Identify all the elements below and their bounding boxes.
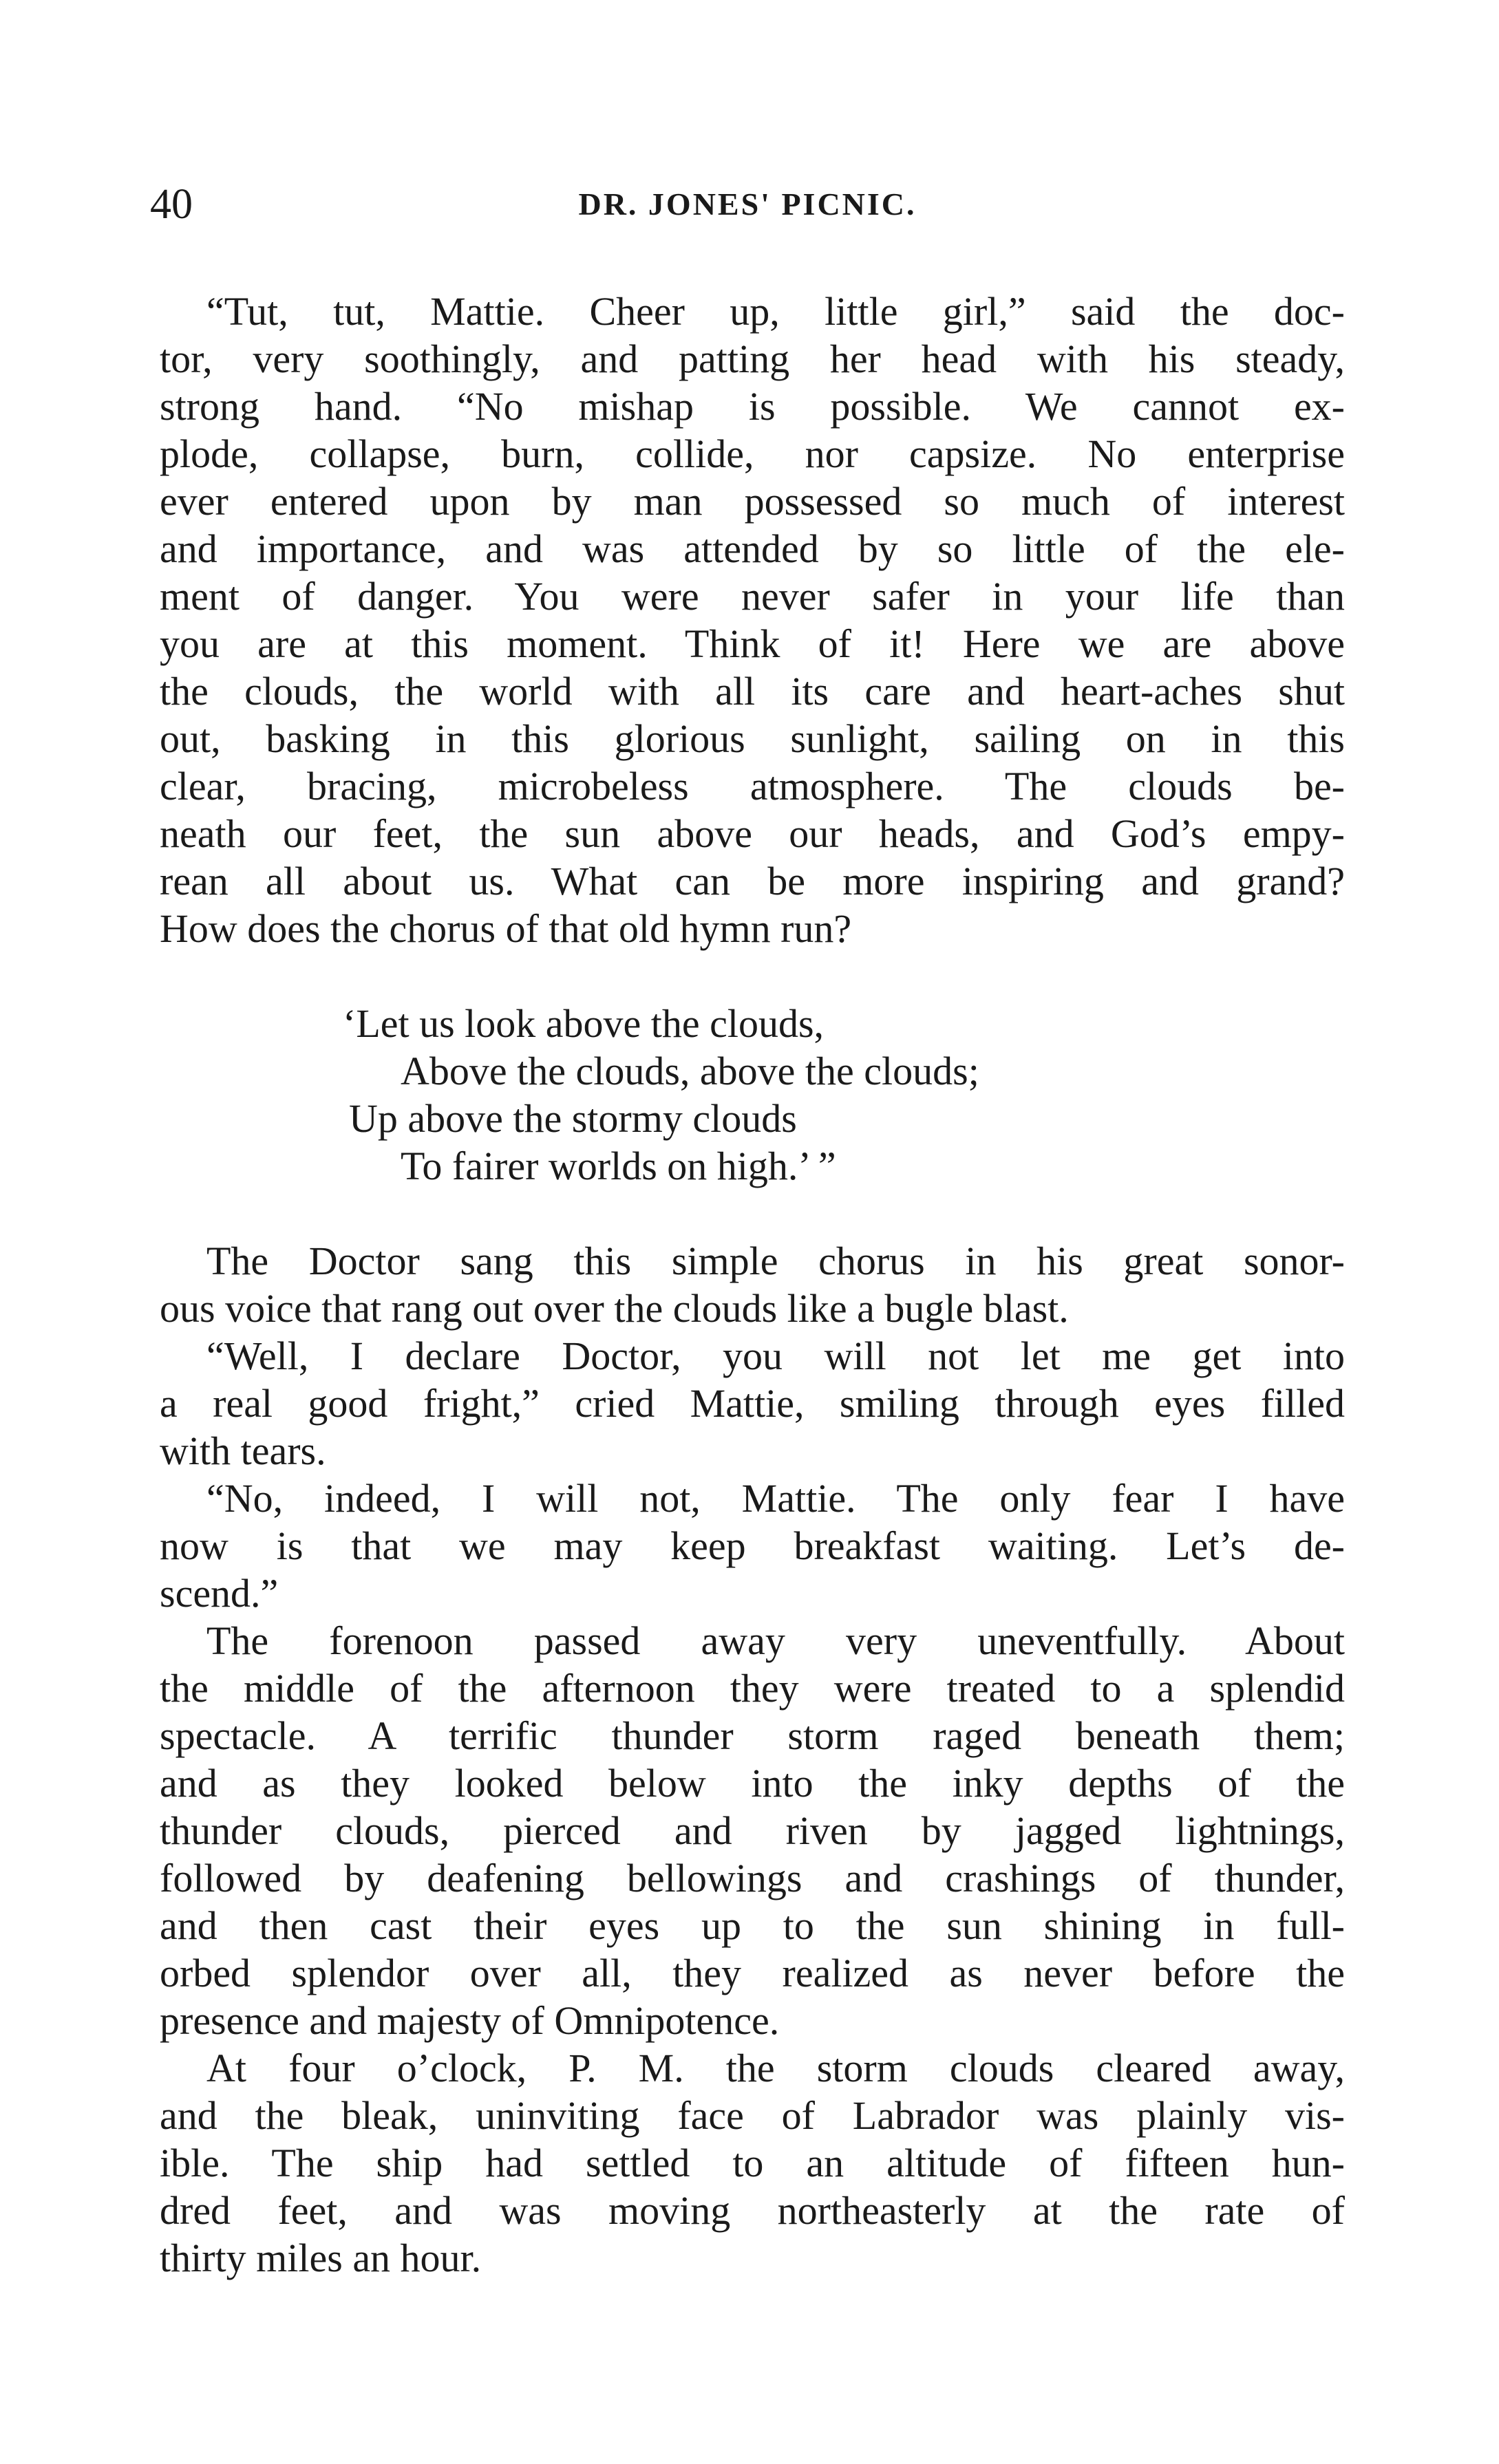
text-line: ment of danger. You were never safer in your life than: [160, 574, 1345, 619]
text-line: with tears.: [160, 1428, 326, 1473]
running-title: DR. JONES' PICNIC.: [578, 186, 917, 222]
text-line: and then cast their eyes up to the sun shining in full-: [160, 1903, 1345, 1948]
text-line: rean all about us. What can be more inspiring and grand?: [160, 859, 1345, 903]
text-line: presence and majesty of Omnipotence.: [160, 1998, 780, 2043]
paragraph: [160, 2044, 1345, 2282]
text-line: tor, very soothingly, and patting her head with his steady,: [160, 336, 1345, 381]
paragraph: [160, 288, 1345, 952]
text-line: the clouds, the world with all its care and heart-aches shut: [160, 669, 1345, 714]
text-line: a real good fright,” cried Mattie, smiling through eyes filled: [160, 1381, 1345, 1426]
page-number: 40: [150, 181, 193, 228]
text-line: “Tut, tut, Mattie. Cheer up, little girl,” said the doc-: [206, 289, 1345, 334]
text-line: you are at this moment. Think of it! Here we are above: [160, 621, 1345, 666]
text-line: thunder clouds, pierced and riven by jagged lightnings,: [160, 1808, 1345, 1853]
text-line: and as they looked below into the inky depths of the: [160, 1761, 1345, 1806]
poem-line: To fairer worlds on high.’ ”: [401, 1144, 836, 1188]
poem-line: ‘Let us look above the clouds,: [343, 1001, 825, 1046]
text-line: scend.”: [160, 1571, 279, 1616]
page-body: [160, 288, 1345, 2282]
paragraph: [160, 1332, 1345, 1475]
page-header: [150, 180, 1345, 228]
text-line: and importance, and was attended by so little of the ele-: [160, 526, 1345, 571]
paragraph: [160, 1617, 1345, 2044]
text-line: The Doctor sang this simple chorus in his great sonor-: [206, 1239, 1345, 1283]
text-line: now is that we may keep breakfast waiting. Let’s de-: [160, 1523, 1345, 1568]
text-line: plode, collapse, burn, collide, nor capsize. No enterprise: [160, 431, 1345, 476]
text-line: thirty miles an hour.: [160, 2236, 482, 2280]
paragraph: [160, 1237, 1345, 1332]
text-line: and the bleak, uninviting face of Labrador was plainly vis-: [160, 2093, 1345, 2138]
text-line: clear, bracing, microbeless atmosphere. The clouds be-: [160, 764, 1345, 808]
text-line: “No, indeed, I will not, Mattie. The only fear I have: [206, 1476, 1345, 1521]
poem-line: Up above the stormy clouds: [349, 1096, 797, 1141]
text-line: followed by deafening bellowings and crashings of thunder,: [160, 1856, 1345, 1900]
text-line: How does the chorus of that old hymn run?: [160, 906, 852, 951]
poem-stanza: [160, 1000, 1345, 1190]
text-line: The forenoon passed away very uneventfully. About: [206, 1618, 1345, 1663]
text-line: the middle of the afternoon they were treated to a splendid: [160, 1666, 1345, 1711]
poem-line: Above the clouds, above the clouds;: [401, 1049, 979, 1093]
text-line: At four o’clock, P. M. the storm clouds cleared away,: [206, 2046, 1345, 2090]
text-line: “Well, I declare Doctor, you will not let me get into: [206, 1333, 1345, 1378]
text-line: strong hand. “No mishap is possible. We cannot ex-: [160, 384, 1345, 429]
text-line: ible. The ship had settled to an altitude of fifteen hun-: [160, 2141, 1345, 2185]
text-line: ever entered upon by man possessed so much of interest: [160, 479, 1345, 524]
text-line: dred feet, and was moving northeasterly at the rate of: [160, 2188, 1345, 2233]
text-line: out, basking in this glorious sunlight, sailing on in this: [160, 716, 1345, 761]
paragraph: [160, 1475, 1345, 1617]
text-line: neath our feet, the sun above our heads, and God’s empy-: [160, 811, 1345, 856]
text-line: ous voice that rang out over the clouds like a bugle blast.: [160, 1286, 1069, 1331]
text-line: spectacle. A terrific thunder storm raged beneath them;: [160, 1713, 1345, 1758]
text-line: orbed splendor over all, they realized as never before the: [160, 1951, 1345, 1995]
